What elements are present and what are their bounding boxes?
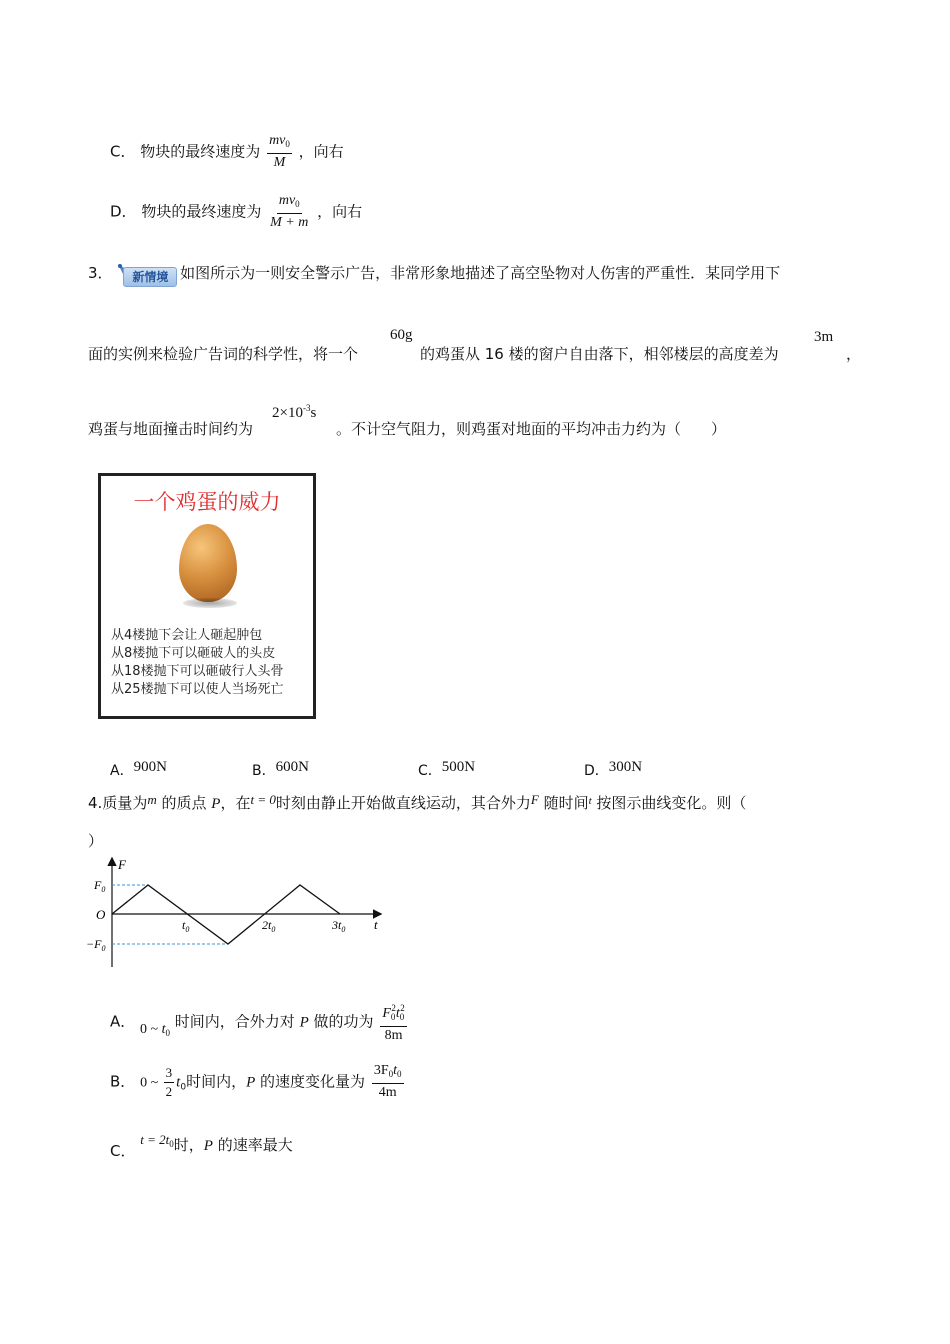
q3-line-2-a: 面的实例来检验广告词的科学性，将一个 (88, 345, 359, 363)
q3-option-a: A．900N (110, 759, 167, 779)
poster-line: 从25楼抛下可以使人当场死亡 (111, 682, 284, 697)
floor-height: 3m (814, 329, 834, 345)
q3-option-c: C．500N (418, 759, 476, 779)
t-axis-label: t (374, 917, 378, 932)
poster-title: 一个鸡蛋的威力 (133, 490, 281, 514)
new-situation-badge: 新情境 (117, 263, 175, 285)
q4-option-c: C． $t = 2t_0$时，P 的速率最大 (110, 1132, 293, 1160)
impact-time: $2\times 10^{-3}s$ (272, 403, 317, 421)
q4-stem-line-1: 4.质量为m 的质点 P，在t = 0时刻由静止开始做直线运动，其合外力F 随时间$^t$ 按图示曲线变化。则（ (88, 792, 747, 812)
q2-option-d (110, 193, 362, 231)
q3-line-1 (88, 262, 780, 285)
option-suffix: ，向右 (298, 142, 344, 161)
q4-option-b: B． 0 ~ $\frac{3}{2}$ $t_0$时间内，P 的速度变化量为 $\frac{3F_0t_0}{4m}$ (110, 1063, 402, 1100)
3t0-tick-label: $3t_0$ (332, 918, 346, 934)
egg-mass: 60g (390, 327, 413, 343)
t0-tick-label: $t_0$ (182, 918, 190, 934)
f-axis-label: F (118, 857, 126, 872)
q3-line-2-b: 的鸡蛋从 16 楼的窗户自由落下，相邻楼层的高度差为 (420, 345, 779, 363)
q4-option-a: A． 0 ~ $t_0$ 时间内，合外力对 P 做的功为 $\frac{F_0^2t_0^2}{8m}$ (110, 1000, 409, 1044)
poster-lines (111, 627, 284, 699)
velocity-change-fraction: $\frac{3F_0t_0}{4m}$ (373, 1063, 402, 1100)
q3-line-3-b: 。不计空气阻力，则鸡蛋对地面的平均冲击力约为（ ） (336, 420, 727, 438)
f0-label: $F_0$ (94, 878, 106, 894)
2t0-tick-label: $2t_0$ (262, 918, 276, 934)
q3-line-2-c: ， (846, 345, 862, 363)
poster-line: 从8楼抛下可以砸破人的头皮 (111, 646, 276, 661)
q3-option-d: D．300N (584, 759, 643, 779)
q3-line-3-a: 鸡蛋与地面撞击时间约为 (88, 420, 254, 438)
origin-label: O (96, 907, 106, 922)
q3-text-1: 如图所示为一则安全警示广告，非常形象地描述了高空坠物对人伤害的严重性．某同学用下 (180, 264, 781, 282)
q3-option-b: B．600N (252, 759, 309, 779)
q4-stem-line-2: ） (88, 832, 104, 850)
option-suffix: ，向右 (317, 202, 363, 221)
egg-warning-poster (98, 473, 316, 719)
fraction-mv0-over-M-plus-m: $\frac{mv_0}{M + m}$ (270, 193, 309, 230)
poster-line: 从18楼抛下可以砸破行人头骨 (111, 664, 284, 679)
egg-shadow (183, 598, 237, 608)
poster-line: 从4楼抛下会让人砸起肿包 (111, 628, 263, 643)
work-fraction: $\frac{F_0^2t_0^2}{8m}$ (380, 1000, 406, 1044)
neg-f0-label: $-F_0$ (86, 937, 106, 953)
egg-image (179, 524, 237, 602)
question-number: 3． (88, 264, 113, 282)
force-time-graph (86, 855, 386, 973)
option-text: 物块的最终速度为 (140, 142, 261, 161)
option-label: C． (110, 142, 136, 161)
q2-option-c (110, 133, 344, 171)
fraction-mv0-over-M: $\frac{mv_0}{M}$ (269, 133, 290, 170)
option-label: D． (110, 202, 137, 221)
option-text: 物块的最终速度为 (141, 202, 262, 221)
